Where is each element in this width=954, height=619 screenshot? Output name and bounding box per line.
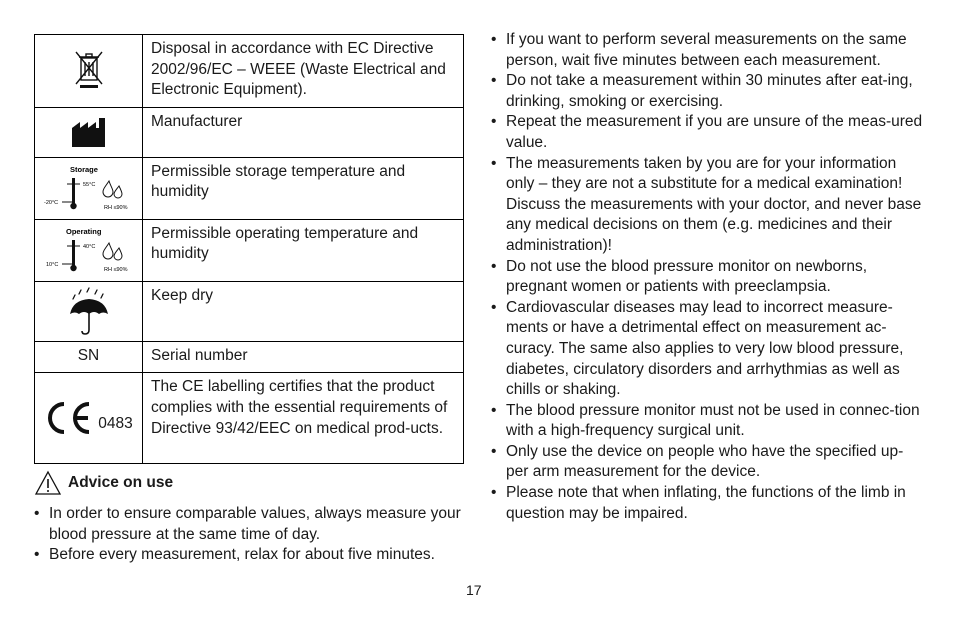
storage-description: Permissible storage temperature and humidity	[143, 157, 464, 219]
storage-symbol-cell	[35, 157, 143, 219]
ce-mark-icon	[44, 401, 94, 435]
manufacturer-symbol-cell	[35, 107, 143, 157]
advice-heading	[34, 470, 173, 496]
weee-symbol-cell	[35, 35, 143, 108]
warning-triangle-icon	[34, 470, 62, 496]
list-item: • Do not use the blood pressure monitor on newborns, pregnant women or patients with preeclampsia.	[491, 257, 924, 298]
operating-temperature-humidity-icon	[35, 220, 140, 276]
symbol-row-storage	[35, 157, 464, 219]
manufacturer-description: Manufacturer	[143, 107, 464, 157]
symbol-row-ce	[35, 373, 464, 464]
operating-max-temp: 40°C	[83, 243, 96, 250]
keep-dry-symbol-cell	[35, 281, 143, 341]
symbol-row-operating	[35, 219, 464, 281]
list-item: • Do not take a measurement within 30 minutes after eat-ing, drinking, smoking or exercising.	[491, 71, 924, 112]
advice-list-right	[491, 30, 924, 524]
list-item: • Cardiovascular diseases may lead to incorrect measure-ments or have a detrimental effect on measurement ac-curacy. The same also applies to very low blood pressure, diabetes, circulatory disorders and arrhythmias as well as chills or shaking.	[491, 298, 924, 401]
operating-symbol-cell	[35, 219, 143, 281]
storage-min-temp: -20°C	[44, 199, 59, 206]
list-item: • Repeat the measurement if you are unsure of the meas-ured value.	[491, 112, 924, 153]
symbol-row-manufacturer	[35, 107, 464, 157]
symbol-row-serial	[35, 341, 464, 373]
storage-max-temp: 55°C	[83, 181, 96, 188]
ce-symbol-cell	[35, 373, 143, 464]
operating-rh: RH ≤90%	[104, 266, 128, 273]
serial-symbol-cell	[35, 341, 143, 373]
list-item: • In order to ensure comparable values, always measure your blood pressure at the same time of day.	[34, 504, 464, 545]
list-item: • The blood pressure monitor must not be used in connec-tion with a high-frequency surgical unit.	[491, 401, 924, 442]
symbol-row-weee	[35, 35, 464, 108]
ce-description: The CE labelling certifies that the product complies with the essential requirements of Directive 93/42/EEC on medical prod-ucts.	[143, 373, 464, 464]
advice-list-left	[34, 504, 464, 566]
storage-rh: RH ≤90%	[104, 204, 128, 211]
operating-label: Operating	[66, 226, 102, 236]
advice-title: Advice on use	[68, 474, 174, 491]
list-item: • If you want to perform several measurements on the same person, wait five minutes between each measurement.	[491, 30, 924, 71]
crossed-bin-icon	[74, 49, 104, 89]
symbol-row-keep-dry	[35, 281, 464, 341]
operating-min-temp: 10°C	[46, 261, 59, 268]
sn-symbol: SN	[77, 346, 100, 364]
list-item: • Please note that when inflating, the functions of the limb in question may be impaired.	[491, 483, 924, 524]
list-item: • The measurements taken by you are for your information only – they are not a substitute for a medical examination! Discuss the measurements with your doctor, and never base any medical decisions on them (e.g. medicines and their administration)!	[491, 154, 924, 257]
storage-label: Storage	[70, 164, 98, 174]
list-item: • Only use the device on people who have the specified up-per arm measurement for the device.	[491, 442, 924, 483]
serial-description: Serial number	[143, 341, 464, 373]
factory-icon	[70, 116, 108, 148]
weee-description: Disposal in accordance with EC Directive 2002/96/EC – WEEE (Waste Electrical and Electronic Equipment).	[143, 35, 464, 108]
umbrella-rain-icon	[67, 286, 111, 336]
operating-description: Permissible operating temperature and humidity	[143, 219, 464, 281]
list-item: • Before every measurement, relax for about five minutes.	[34, 545, 464, 566]
storage-temperature-humidity-icon	[35, 158, 140, 214]
symbols-table	[34, 34, 464, 464]
page-number: 17	[466, 582, 482, 598]
keep-dry-description: Keep dry	[143, 281, 464, 341]
ce-notified-body-number: 0483	[98, 414, 133, 432]
